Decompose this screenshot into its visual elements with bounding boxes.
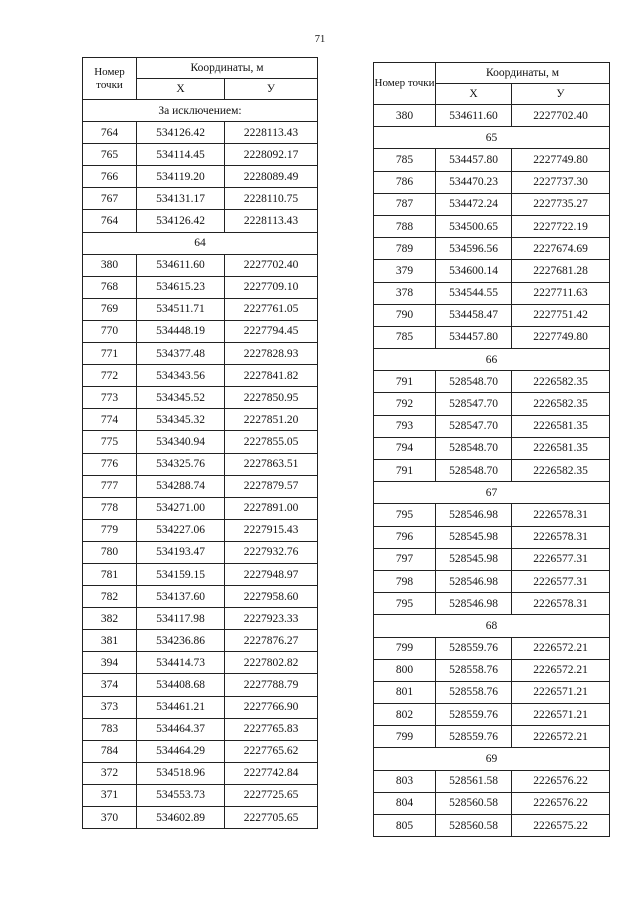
x-coordinate-cell: 534345.52: [137, 387, 225, 409]
table-row: [83, 630, 318, 652]
point-number-cell: 380: [374, 105, 436, 127]
table-row: [83, 320, 318, 342]
point-number-cell: 373: [83, 696, 137, 718]
table-row: [83, 276, 318, 298]
table-row: [374, 659, 610, 681]
x-coordinate-cell: 528559.76: [436, 704, 512, 726]
y-coordinate-cell: 2226572.21: [512, 659, 610, 681]
x-coordinate-cell: 534448.19: [137, 320, 225, 342]
y-coordinate-cell: 2227863.51: [225, 453, 318, 475]
x-coordinate-cell: 534343.56: [137, 365, 225, 387]
y-coordinate-cell: 2227948.97: [225, 563, 318, 585]
y-coordinate-cell: 2227923.33: [225, 608, 318, 630]
point-number-cell: 770: [83, 320, 137, 342]
point-number-cell: 801: [374, 681, 436, 703]
y-coordinate-cell: 2228113.43: [225, 210, 318, 232]
point-number-cell: 790: [374, 304, 436, 326]
point-number-cell: 774: [83, 409, 137, 431]
x-coordinate-cell: 534518.96: [137, 762, 225, 784]
point-number-cell: 371: [83, 784, 137, 806]
y-coordinate-cell: 2226578.31: [512, 526, 610, 548]
table-row: [83, 431, 318, 453]
x-coordinate-cell: 528558.76: [436, 659, 512, 681]
y-coordinate-cell: 2226576.22: [512, 792, 610, 814]
table-row: [83, 343, 318, 365]
table-row: [83, 807, 318, 829]
point-number-cell: 773: [83, 387, 137, 409]
header-point-number: Номер точки: [374, 63, 436, 105]
x-coordinate-cell: 534377.48: [137, 343, 225, 365]
y-coordinate-cell: 2228092.17: [225, 144, 318, 166]
table-row: [83, 563, 318, 585]
y-coordinate-cell: 2227711.63: [512, 282, 610, 304]
table-row: [83, 696, 318, 718]
x-coordinate-cell: 534227.06: [137, 519, 225, 541]
point-number-cell: 765: [83, 144, 137, 166]
y-coordinate-cell: 2226578.31: [512, 504, 610, 526]
y-coordinate-cell: 2227681.28: [512, 260, 610, 282]
point-number-cell: 394: [83, 652, 137, 674]
point-number-cell: 786: [374, 171, 436, 193]
table-row: [374, 282, 610, 304]
table-row: [374, 149, 610, 171]
y-coordinate-cell: 2227702.40: [512, 105, 610, 127]
y-coordinate-cell: 2227794.45: [225, 320, 318, 342]
section-label: 67: [374, 482, 610, 504]
point-number-cell: 764: [83, 210, 137, 232]
x-coordinate-cell: 528546.98: [436, 504, 512, 526]
x-coordinate-cell: 534464.29: [137, 740, 225, 762]
x-coordinate-cell: 528545.98: [436, 548, 512, 570]
y-coordinate-cell: 2227761.05: [225, 298, 318, 320]
x-coordinate-cell: 534470.23: [436, 171, 512, 193]
point-number-cell: 766: [83, 166, 137, 188]
x-coordinate-cell: 534600.14: [436, 260, 512, 282]
point-number-cell: 792: [374, 393, 436, 415]
table-row: [83, 122, 318, 144]
table-row: [83, 298, 318, 320]
point-number-cell: 799: [374, 726, 436, 748]
header-point-number: Номер точки: [83, 58, 137, 100]
point-number-cell: 804: [374, 792, 436, 814]
point-number-cell: 379: [374, 260, 436, 282]
y-coordinate-cell: 2226582.35: [512, 371, 610, 393]
x-coordinate-cell: 534271.00: [137, 497, 225, 519]
y-coordinate-cell: 2226572.21: [512, 726, 610, 748]
table-row: [83, 365, 318, 387]
x-coordinate-cell: 534119.20: [137, 166, 225, 188]
y-coordinate-cell: 2228110.75: [225, 188, 318, 210]
y-coordinate-cell: 2227850.95: [225, 387, 318, 409]
section-row: [374, 615, 610, 637]
table-row: [374, 326, 610, 348]
table-row: [374, 593, 610, 615]
point-number-cell: 799: [374, 637, 436, 659]
y-coordinate-cell: 2227749.80: [512, 149, 610, 171]
x-coordinate-cell: 528547.70: [436, 393, 512, 415]
table-row: [374, 171, 610, 193]
table-row: [374, 304, 610, 326]
y-coordinate-cell: 2227765.62: [225, 740, 318, 762]
x-coordinate-cell: 528548.70: [436, 437, 512, 459]
x-coordinate-cell: 534472.24: [436, 193, 512, 215]
y-coordinate-cell: 2227958.60: [225, 586, 318, 608]
table-row: [374, 637, 610, 659]
table-row: [83, 784, 318, 806]
point-number-cell: 771: [83, 343, 137, 365]
x-coordinate-cell: 528546.98: [436, 570, 512, 592]
table-row: [83, 674, 318, 696]
y-coordinate-cell: 2227855.05: [225, 431, 318, 453]
point-number-cell: 781: [83, 563, 137, 585]
coordinates-table-left: [82, 57, 318, 829]
table-row: [83, 519, 318, 541]
x-coordinate-cell: 534193.47: [137, 541, 225, 563]
table-row: [374, 504, 610, 526]
section-row: [83, 232, 318, 254]
y-coordinate-cell: 2226571.21: [512, 681, 610, 703]
y-coordinate-cell: 2226571.21: [512, 704, 610, 726]
x-coordinate-cell: 534511.71: [137, 298, 225, 320]
x-coordinate-cell: 534408.68: [137, 674, 225, 696]
y-coordinate-cell: 2227891.00: [225, 497, 318, 519]
header-y: У: [512, 84, 610, 105]
x-coordinate-cell: 528558.76: [436, 681, 512, 703]
x-coordinate-cell: 528559.76: [436, 637, 512, 659]
x-coordinate-cell: 534340.94: [137, 431, 225, 453]
table-row: [374, 681, 610, 703]
point-number-cell: 785: [374, 149, 436, 171]
header-coordinates: Координаты, м: [436, 63, 610, 84]
x-coordinate-cell: 534500.65: [436, 215, 512, 237]
x-coordinate-cell: 534126.42: [137, 210, 225, 232]
y-coordinate-cell: 2228089.49: [225, 166, 318, 188]
point-number-cell: 782: [83, 586, 137, 608]
point-number-cell: 784: [83, 740, 137, 762]
y-coordinate-cell: 2227735.27: [512, 193, 610, 215]
x-coordinate-cell: 528548.70: [436, 460, 512, 482]
x-coordinate-cell: 528548.70: [436, 371, 512, 393]
header-x: X: [436, 84, 512, 105]
point-number-cell: 798: [374, 570, 436, 592]
x-coordinate-cell: 534457.80: [436, 326, 512, 348]
x-coordinate-cell: 534611.60: [436, 105, 512, 127]
y-coordinate-cell: 2227749.80: [512, 326, 610, 348]
table-row: [83, 541, 318, 563]
section-row: [83, 100, 318, 122]
point-number-cell: 780: [83, 541, 137, 563]
x-coordinate-cell: 534288.74: [137, 475, 225, 497]
y-coordinate-cell: 2227915.43: [225, 519, 318, 541]
table-row: [83, 718, 318, 740]
table-row: [83, 210, 318, 232]
point-number-cell: 794: [374, 437, 436, 459]
y-coordinate-cell: 2227841.82: [225, 365, 318, 387]
x-coordinate-cell: 528546.98: [436, 593, 512, 615]
point-number-cell: 789: [374, 238, 436, 260]
table-row: [83, 188, 318, 210]
table-row: [374, 792, 610, 814]
table-row: [374, 415, 610, 437]
y-coordinate-cell: 2227674.69: [512, 238, 610, 260]
table-row: [83, 409, 318, 431]
section-label: За исключением:: [83, 100, 318, 122]
y-coordinate-cell: 2226581.35: [512, 437, 610, 459]
point-number-cell: 795: [374, 504, 436, 526]
y-coordinate-cell: 2227932.76: [225, 541, 318, 563]
x-coordinate-cell: 534457.80: [436, 149, 512, 171]
point-number-cell: 777: [83, 475, 137, 497]
table-row: [374, 770, 610, 792]
y-coordinate-cell: 2227751.42: [512, 304, 610, 326]
table-row: [83, 652, 318, 674]
table-row: [374, 260, 610, 282]
table-row: [83, 475, 318, 497]
point-number-cell: 802: [374, 704, 436, 726]
y-coordinate-cell: 2227802.82: [225, 652, 318, 674]
y-coordinate-cell: 2227709.10: [225, 276, 318, 298]
table-row: [83, 254, 318, 276]
point-number-cell: 768: [83, 276, 137, 298]
point-number-cell: 769: [83, 298, 137, 320]
y-coordinate-cell: 2226577.31: [512, 570, 610, 592]
x-coordinate-cell: 534414.73: [137, 652, 225, 674]
section-label: 66: [374, 349, 610, 371]
table-row: [374, 371, 610, 393]
x-coordinate-cell: 528561.58: [436, 770, 512, 792]
y-coordinate-cell: 2227702.40: [225, 254, 318, 276]
x-coordinate-cell: 534464.37: [137, 718, 225, 740]
header-coordinates: Координаты, м: [137, 58, 318, 79]
y-coordinate-cell: 2227766.90: [225, 696, 318, 718]
table-row: [374, 570, 610, 592]
y-coordinate-cell: 2227876.27: [225, 630, 318, 652]
table-row: [374, 526, 610, 548]
point-number-cell: 772: [83, 365, 137, 387]
x-coordinate-cell: 528547.70: [436, 415, 512, 437]
header-x: X: [137, 79, 225, 100]
y-coordinate-cell: 2226577.31: [512, 548, 610, 570]
point-number-cell: 370: [83, 807, 137, 829]
x-coordinate-cell: 534325.76: [137, 453, 225, 475]
point-number-cell: 800: [374, 659, 436, 681]
table-row: [374, 726, 610, 748]
section-row: [374, 127, 610, 149]
table-row: [83, 740, 318, 762]
y-coordinate-cell: 2227742.84: [225, 762, 318, 784]
section-row: [374, 482, 610, 504]
table-row: [374, 548, 610, 570]
table-row: [374, 815, 610, 837]
y-coordinate-cell: 2227737.30: [512, 171, 610, 193]
x-coordinate-cell: 534117.98: [137, 608, 225, 630]
point-number-cell: 776: [83, 453, 137, 475]
x-coordinate-cell: 528560.58: [436, 815, 512, 837]
x-coordinate-cell: 528559.76: [436, 726, 512, 748]
y-coordinate-cell: 2226582.35: [512, 460, 610, 482]
x-coordinate-cell: 534553.73: [137, 784, 225, 806]
x-coordinate-cell: 534461.21: [137, 696, 225, 718]
table-row: [83, 762, 318, 784]
point-number-cell: 380: [83, 254, 137, 276]
table-row: [83, 497, 318, 519]
table-row: [374, 193, 610, 215]
x-coordinate-cell: 534159.15: [137, 563, 225, 585]
section-label: 69: [374, 748, 610, 770]
x-coordinate-cell: 534345.32: [137, 409, 225, 431]
point-number-cell: 791: [374, 460, 436, 482]
point-number-cell: 783: [83, 718, 137, 740]
x-coordinate-cell: 534114.45: [137, 144, 225, 166]
header-y: У: [225, 79, 318, 100]
y-coordinate-cell: 2226576.22: [512, 770, 610, 792]
x-coordinate-cell: 534544.55: [436, 282, 512, 304]
point-number-cell: 374: [83, 674, 137, 696]
table-row: [374, 393, 610, 415]
x-coordinate-cell: 534596.56: [436, 238, 512, 260]
table-row: [374, 238, 610, 260]
x-coordinate-cell: 534602.89: [137, 807, 225, 829]
y-coordinate-cell: 2227879.57: [225, 475, 318, 497]
point-number-cell: 779: [83, 519, 137, 541]
table-row: [374, 460, 610, 482]
point-number-cell: 795: [374, 593, 436, 615]
point-number-cell: 382: [83, 608, 137, 630]
section-label: 64: [83, 232, 318, 254]
point-number-cell: 778: [83, 497, 137, 519]
point-number-cell: 767: [83, 188, 137, 210]
page-number: 71: [314, 34, 326, 45]
table-row: [83, 453, 318, 475]
point-number-cell: 793: [374, 415, 436, 437]
y-coordinate-cell: 2226578.31: [512, 593, 610, 615]
point-number-cell: 764: [83, 122, 137, 144]
table-row: [83, 387, 318, 409]
point-number-cell: 775: [83, 431, 137, 453]
point-number-cell: 791: [374, 371, 436, 393]
point-number-cell: 381: [83, 630, 137, 652]
table-row: [374, 437, 610, 459]
x-coordinate-cell: 534236.86: [137, 630, 225, 652]
point-number-cell: 788: [374, 215, 436, 237]
x-coordinate-cell: 528560.58: [436, 792, 512, 814]
x-coordinate-cell: 534137.60: [137, 586, 225, 608]
point-number-cell: 805: [374, 815, 436, 837]
table-row: [374, 105, 610, 127]
y-coordinate-cell: 2227722.19: [512, 215, 610, 237]
y-coordinate-cell: 2227851.20: [225, 409, 318, 431]
point-number-cell: 797: [374, 548, 436, 570]
y-coordinate-cell: 2227828.93: [225, 343, 318, 365]
x-coordinate-cell: 528545.98: [436, 526, 512, 548]
y-coordinate-cell: 2226575.22: [512, 815, 610, 837]
table-row: [374, 215, 610, 237]
point-number-cell: 787: [374, 193, 436, 215]
x-coordinate-cell: 534131.17: [137, 188, 225, 210]
y-coordinate-cell: 2226581.35: [512, 415, 610, 437]
point-number-cell: 378: [374, 282, 436, 304]
section-label: 68: [374, 615, 610, 637]
table-row: [374, 704, 610, 726]
x-coordinate-cell: 534458.47: [436, 304, 512, 326]
y-coordinate-cell: 2228113.43: [225, 122, 318, 144]
x-coordinate-cell: 534615.23: [137, 276, 225, 298]
point-number-cell: 803: [374, 770, 436, 792]
coordinates-table-right: [373, 62, 610, 837]
x-coordinate-cell: 534126.42: [137, 122, 225, 144]
table-row: [83, 166, 318, 188]
point-number-cell: 796: [374, 526, 436, 548]
section-label: 65: [374, 127, 610, 149]
y-coordinate-cell: 2227725.65: [225, 784, 318, 806]
section-row: [374, 748, 610, 770]
point-number-cell: 372: [83, 762, 137, 784]
y-coordinate-cell: 2227705.65: [225, 807, 318, 829]
table-row: [83, 586, 318, 608]
y-coordinate-cell: 2226582.35: [512, 393, 610, 415]
table-row: [83, 608, 318, 630]
x-coordinate-cell: 534611.60: [137, 254, 225, 276]
y-coordinate-cell: 2227788.79: [225, 674, 318, 696]
point-number-cell: 785: [374, 326, 436, 348]
section-row: [374, 349, 610, 371]
y-coordinate-cell: 2227765.83: [225, 718, 318, 740]
table-row: [83, 144, 318, 166]
y-coordinate-cell: 2226572.21: [512, 637, 610, 659]
